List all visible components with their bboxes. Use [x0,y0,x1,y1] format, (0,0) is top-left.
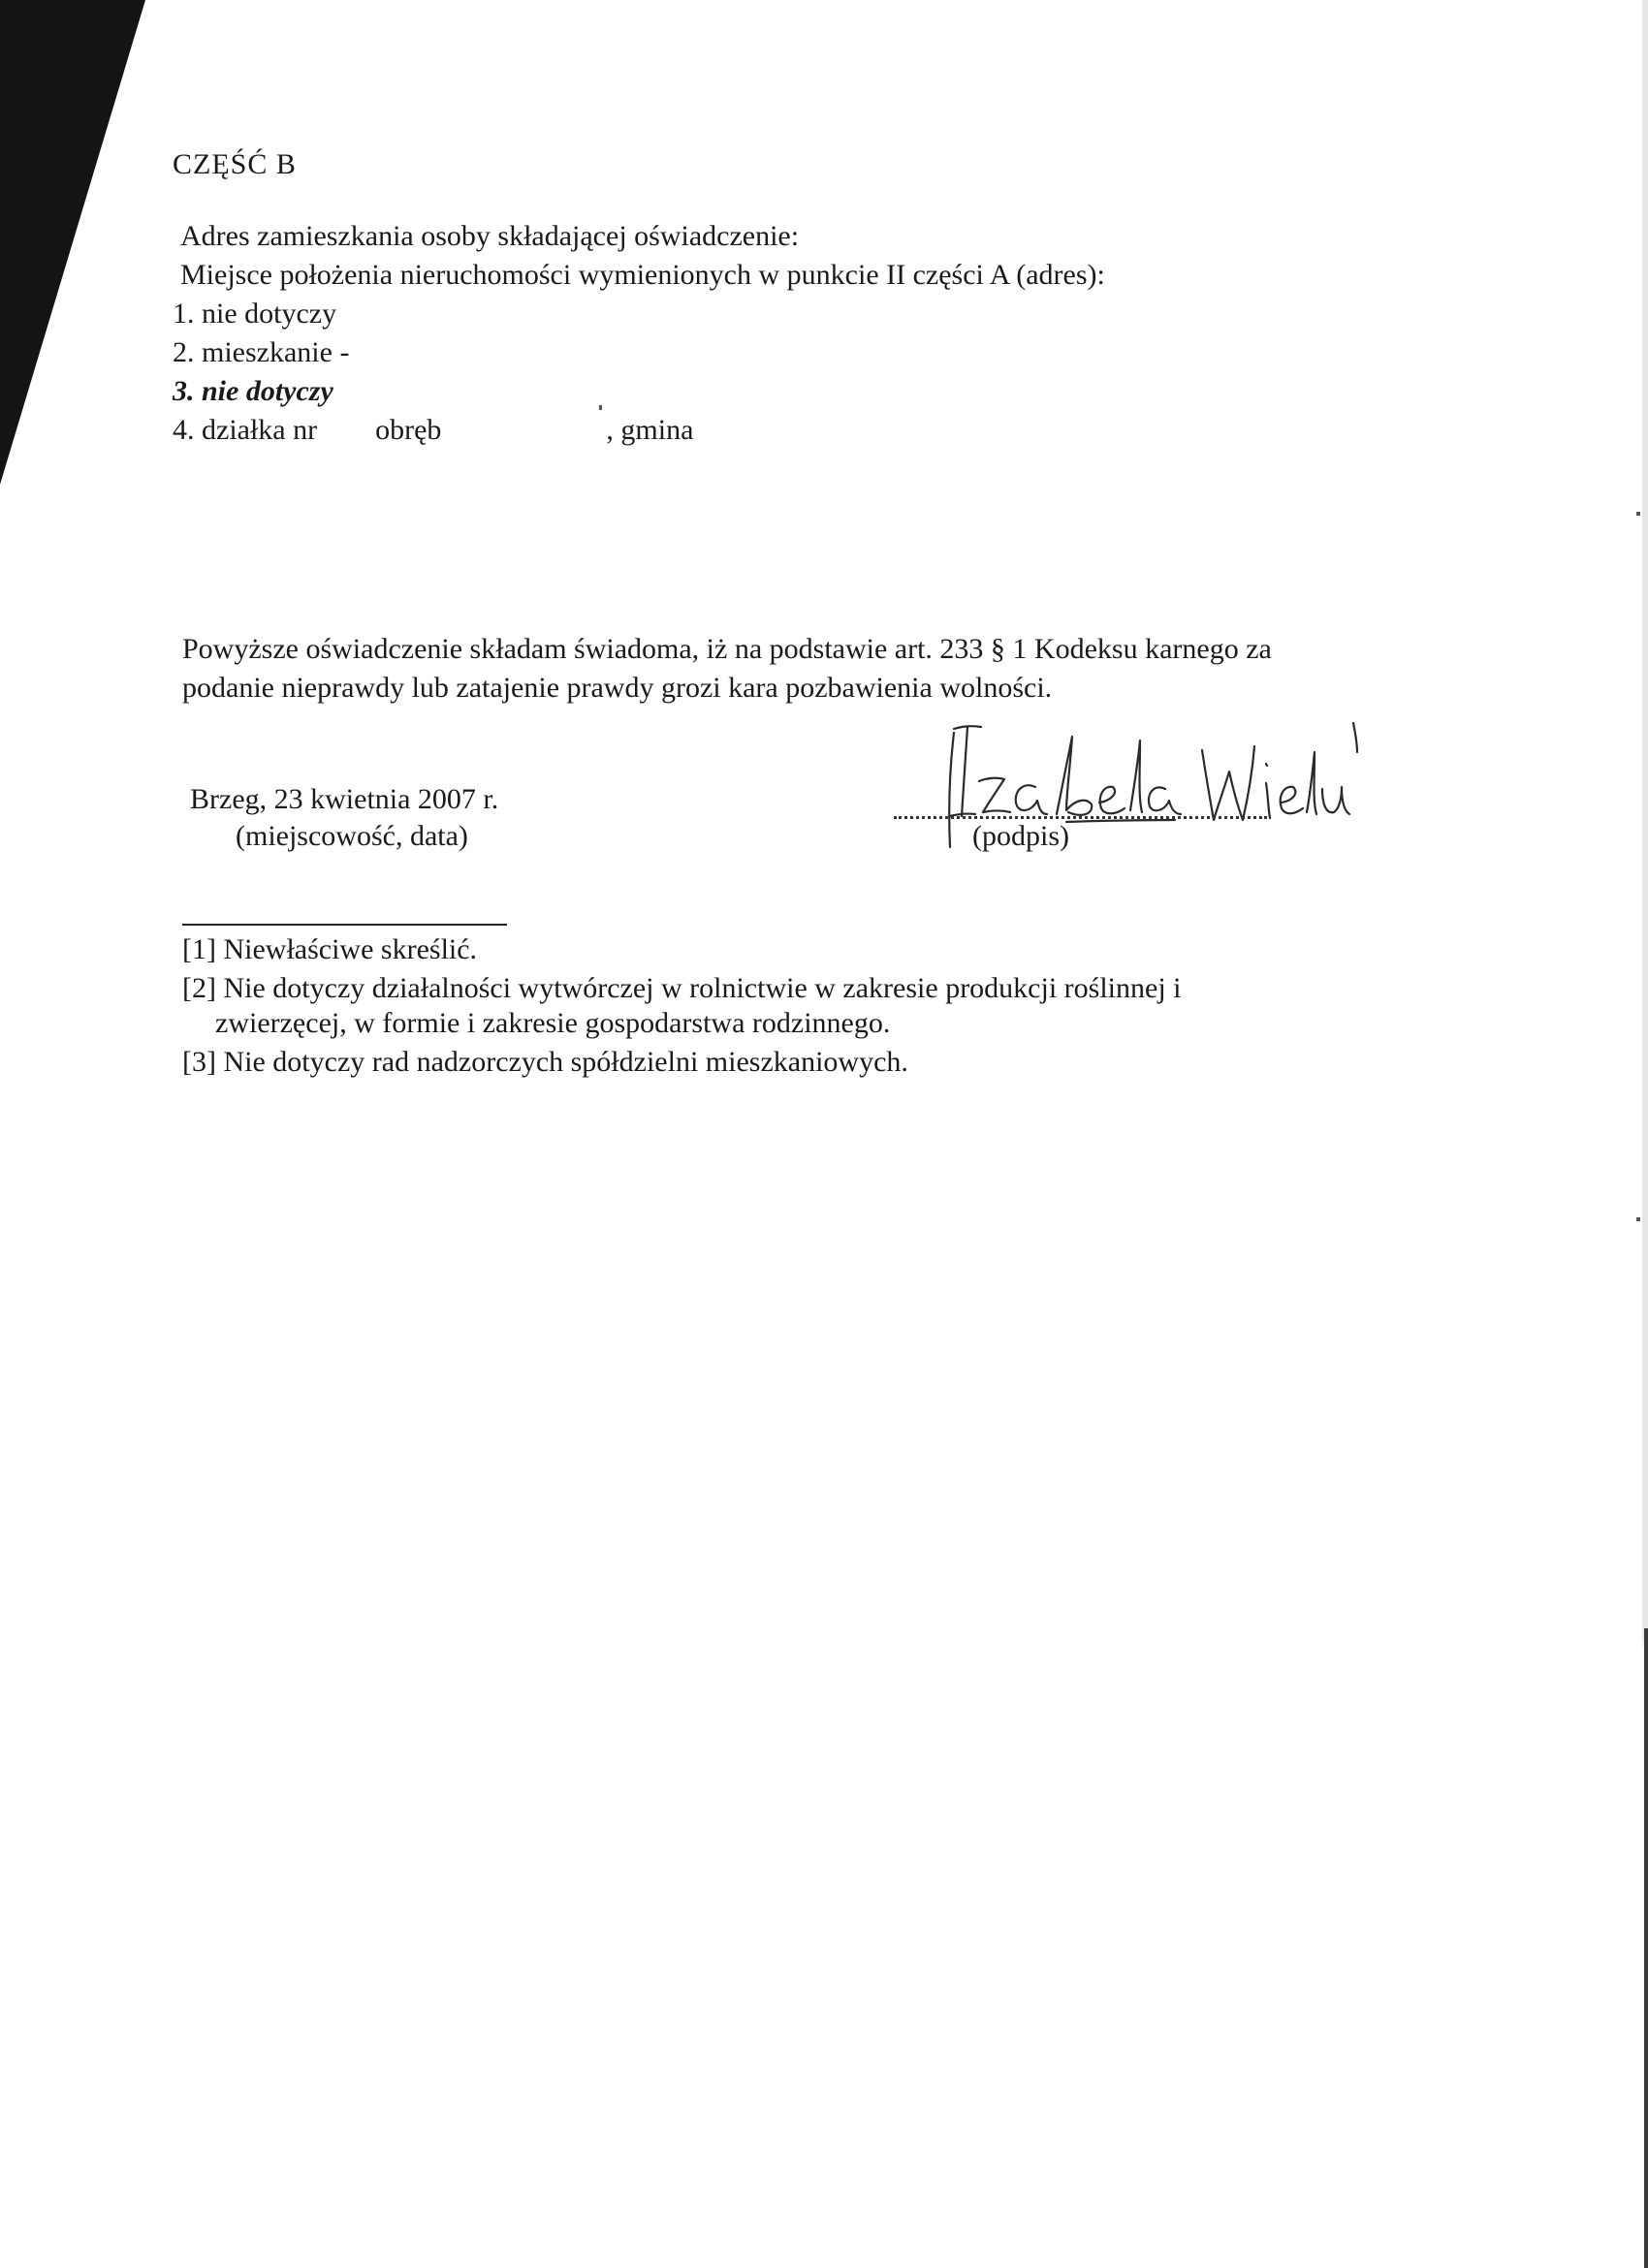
property-item-1: 1. nie dotyczy [173,298,337,330]
plot-number-label: 4. działka nr [173,414,318,446]
place-date-caption: (miejscowość, data) [236,820,468,852]
footnote-2-line-1: [2] Nie dotyczy działalności wytwórczej w rolnictwie w zakresie produkcji roślinnej i [182,972,1182,1004]
property-item-3: 3. nie dotyczy [173,375,333,407]
property-item-4 [173,411,693,450]
commune-label: , gmina [606,414,694,446]
scan-shadow-left [0,0,155,504]
signature-dotted-line [894,787,1267,819]
place-date-value: Brzeg, 23 kwietnia 2007 r. [190,783,499,815]
declaration-line-2: podanie nieprawdy lub zatajenie prawdy grozi kara pozbawienia wolności. [182,672,1053,704]
scan-shadow-right [1617,0,1648,2268]
footnote-separator [182,924,507,926]
footnote-3: [3] Nie dotyczy rad nadzorczych spółdzielni mieszkaniowych. [182,1046,908,1078]
section-heading: CZĘŚĆ B [173,148,297,180]
footnote-2-line-2: zwierzęcej, w formie i zakresie gospodarstwa rodzinnego. [215,1007,891,1039]
residence-address-label: Adres zamieszkania osoby składającej oświadczenie: [180,220,800,252]
property-location-label: Miejsce położenia nieruchomości wymienionych w punkcie II części A (adres): [180,259,1105,291]
scan-speck [1636,1217,1640,1221]
declaration-line-1: Powyższe oświadczenie składam świadoma, iż na podstawie art. 233 § 1 Kodeksu karnego za [182,633,1272,665]
footnote-1: [1] Niewłaściwe skreślić. [182,933,478,965]
district-label: obręb [375,414,442,446]
property-item-2: 2. mieszkanie - [173,336,350,368]
scan-speck [1636,512,1640,516]
signature-caption: (podpis) [972,820,1069,852]
scan-speck [599,405,602,410]
